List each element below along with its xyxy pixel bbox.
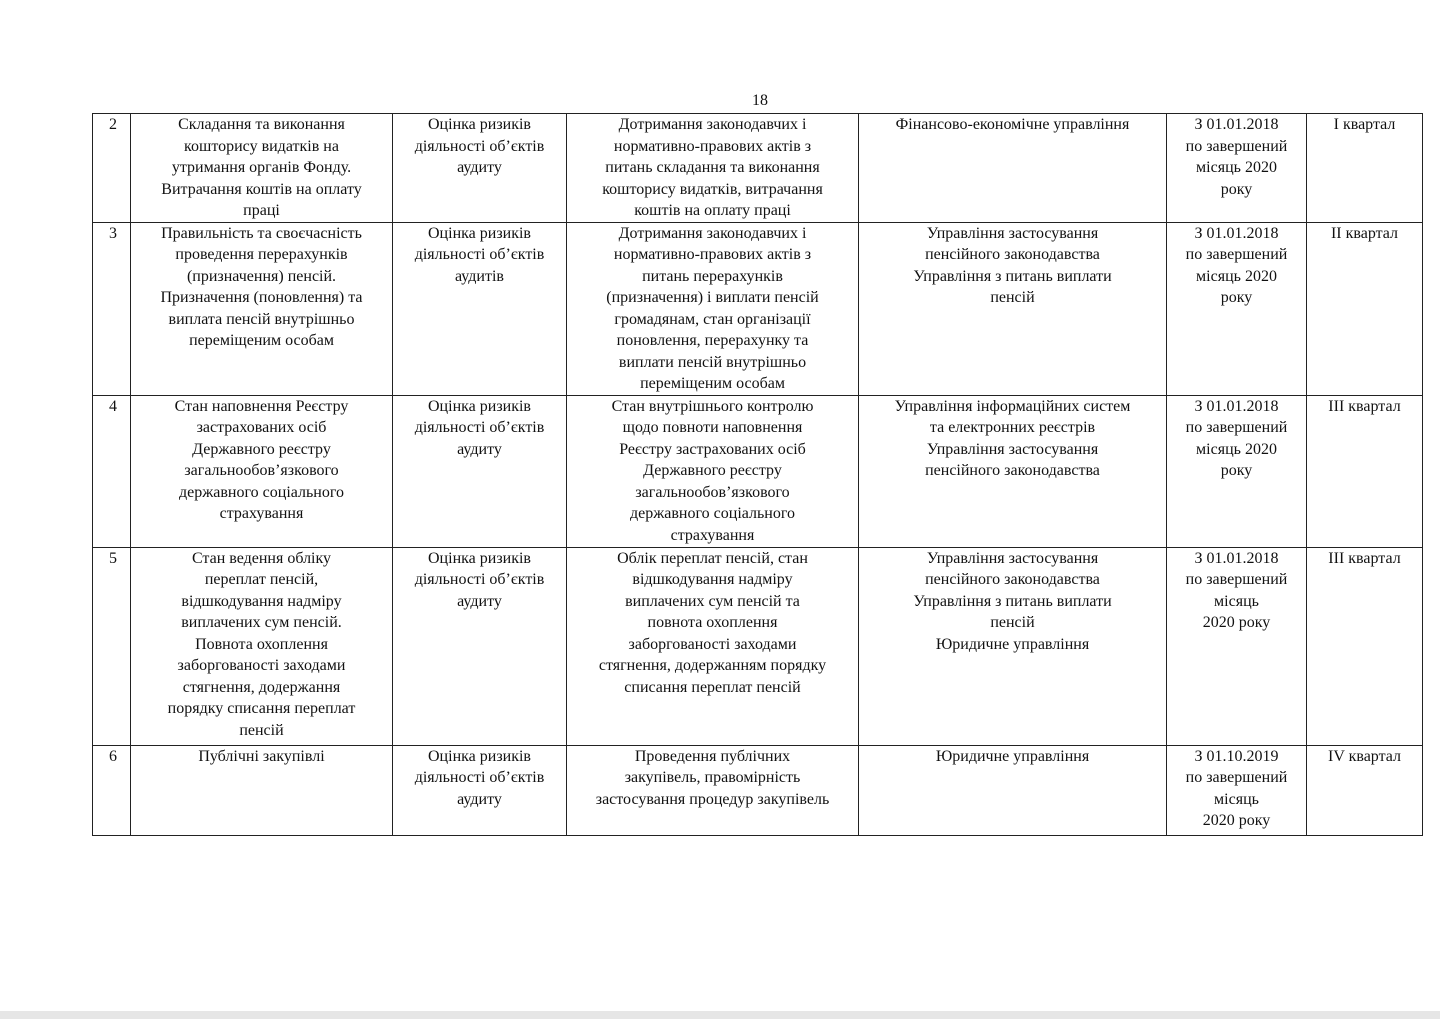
cell-goal-line: загальнообов’язкового [635, 483, 790, 501]
cell-goal-line: коштів на оплату праці [634, 202, 791, 219]
cell-units-line: Управління з питань виплати [913, 592, 1112, 610]
cell-subject-line: Державного реєстру [192, 440, 331, 458]
cell-subject-line: Складання та виконання [178, 116, 345, 133]
cell-subject [131, 395, 393, 547]
cell-term-line: ІІІ квартал [1328, 549, 1401, 567]
cell-period [1167, 114, 1307, 223]
audit-plan-table [92, 113, 1423, 836]
cell-period-line: по завершений [1185, 419, 1288, 436]
cell-basis-line: аудиту [457, 440, 502, 458]
page-number: 18 [752, 92, 768, 109]
cell-subject-line: переміщеним особам [189, 332, 334, 349]
cell-basis-line: Оцінка ризиків [428, 116, 531, 133]
cell-goal-line: Проведення публічних [634, 747, 791, 765]
cell-number: 3 [93, 222, 131, 395]
cell-subject-line: застрахованих осіб [196, 419, 327, 436]
cell-goal-line: громадянам, стан організації [614, 310, 811, 328]
cell-units-line: Управління застосування [926, 440, 1099, 458]
cell-subject [131, 114, 393, 223]
cell-basis-line: діяльності об’єктів [414, 246, 545, 263]
cell-subject-line: Призначення (поновлення) та [160, 289, 363, 306]
cell-period-line: року [1220, 180, 1253, 198]
cell-goal-line: закупівель, правомірність [624, 769, 801, 786]
cell-basis [393, 395, 567, 547]
cell-goal-line: питань складання та виконання [605, 159, 820, 176]
cell-subject-line: відшкодування надміру [181, 592, 342, 610]
cell-period-line: по завершений [1185, 137, 1288, 155]
cell-number: 6 [93, 745, 131, 835]
cell-basis-line: Оцінка ризиків [428, 549, 531, 567]
cell-basis-line: Оцінка ризиків [428, 397, 531, 415]
cell-period-line: З 01.01.2018 [1194, 116, 1279, 133]
cell-subject-line: Стан ведення обліку [191, 549, 332, 567]
cell-goal-line: Дотримання законодавчих і [618, 116, 807, 133]
table-row [93, 547, 1423, 745]
cell-units [859, 114, 1167, 223]
cell-basis [393, 222, 567, 395]
cell-goal-line: застосування процедур закупівель [595, 790, 830, 808]
cell-subject-line: (призначення) пенсій. [186, 267, 337, 285]
cell-goal-line: переміщеним особам [640, 375, 785, 392]
cell-subject-line: виплачених сум пенсій. [181, 614, 342, 631]
cell-term [1307, 547, 1423, 745]
cell-period-line: 2020 року [1202, 614, 1271, 631]
cell-period-line: З 01.01.2018 [1194, 397, 1279, 415]
cell-goal-line: кошторису видатків, витрачання [602, 180, 823, 198]
cell-goal-line: Реєстру застрахованих осіб [619, 440, 806, 458]
cell-subject-line: утримання органів Фонду. [171, 159, 352, 176]
cell-goal-line: Державного реєстру [643, 462, 782, 479]
cell-goal [567, 395, 859, 547]
cell-goal-line: повнота охоплення [647, 614, 778, 631]
table-row [93, 114, 1423, 223]
cell-goal [567, 547, 859, 745]
table-row [93, 745, 1423, 835]
cell-units [859, 547, 1167, 745]
cell-period-line: З 01.01.2018 [1194, 549, 1279, 567]
cell-term-line: ІІ квартал [1330, 224, 1399, 242]
cell-goal-line: заборгованості заходами [628, 635, 797, 653]
cell-subject-line: загальнообов’язкового [184, 462, 339, 479]
cell-period-line: місяць [1214, 790, 1259, 808]
cell-subject-line: заборгованості заходами [177, 657, 346, 674]
cell-period-line: місяць 2020 [1196, 159, 1277, 176]
cell-period-line: місяць 2020 [1196, 267, 1277, 285]
cell-goal-line: нормативно-правових актів з [613, 137, 812, 155]
table-row [93, 395, 1423, 547]
cell-basis-line: аудиту [457, 159, 502, 176]
cell-period-line: року [1220, 462, 1253, 479]
cell-goal-line: (призначення) і виплати пенсій [606, 289, 819, 306]
cell-units-line: пенсійного законодавства [925, 246, 1100, 263]
cell-term-line: ІІІ квартал [1328, 397, 1401, 415]
cell-goal-line: державного соціального [629, 505, 796, 522]
cell-period-line: 2020 року [1202, 812, 1271, 829]
cell-goal-line: виплати пенсій внутрішньо [618, 353, 807, 371]
cell-goal-line: щодо повноти наповнення [622, 419, 803, 436]
cell-goal-line: нормативно-правових актів з [613, 246, 812, 263]
cell-goal-line: Дотримання законодавчих і [618, 224, 807, 242]
scan-bottom-edge [0, 1011, 1440, 1019]
cell-number: 5 [93, 547, 131, 745]
cell-subject [131, 547, 393, 745]
cell-term [1307, 114, 1423, 223]
cell-basis-line: діяльності об’єктів [414, 769, 545, 786]
cell-subject-line: порядку списання переплат [167, 700, 356, 717]
cell-goal-line: страхування [670, 526, 755, 544]
cell-subject-line: Стан наповнення Реєстру [174, 397, 349, 415]
cell-units-line: Управління застосування [926, 224, 1099, 242]
cell-basis-line: Оцінка ризиків [428, 224, 531, 242]
cell-basis-line: діяльності об’єктів [414, 419, 545, 436]
cell-units-line: та електронних реєстрів [929, 419, 1096, 436]
cell-subject-line: Публічні закупівлі [198, 747, 325, 765]
table-row [93, 222, 1423, 395]
cell-basis-line: аудитів [455, 267, 504, 285]
cell-goal-line: поновлення, перерахунку та [616, 332, 809, 349]
cell-units-line: Управління з питань виплати [913, 267, 1112, 285]
cell-basis-line: діяльності об’єктів [414, 137, 545, 155]
cell-basis [393, 114, 567, 223]
cell-goal-line: відшкодування надміру [632, 571, 793, 588]
cell-units-line: Фінансово-економічне управління [895, 116, 1130, 133]
cell-period-line: місяць [1214, 592, 1259, 610]
cell-units-line: пенсійного законодавства [925, 462, 1100, 479]
cell-goal-line: списання переплат пенсій [624, 678, 801, 696]
cell-period [1167, 745, 1307, 835]
cell-number: 2 [93, 114, 131, 223]
cell-subject [131, 745, 393, 835]
cell-period-line: року [1220, 289, 1253, 306]
cell-basis [393, 547, 567, 745]
cell-period-line: З 01.01.2018 [1194, 224, 1279, 242]
cell-goal-line: стягнення, додержанням порядку [598, 657, 827, 674]
cell-subject-line: державного соціального [178, 483, 345, 501]
cell-subject [131, 222, 393, 395]
cell-goal-line: питань перерахунків [642, 267, 783, 285]
cell-term [1307, 395, 1423, 547]
cell-subject-line: страхування [219, 505, 304, 522]
cell-term-line: IV квартал [1327, 747, 1401, 765]
cell-period-line: по завершений [1185, 769, 1288, 786]
cell-period [1167, 222, 1307, 395]
cell-period-line: З 01.10.2019 [1194, 747, 1279, 765]
cell-term [1307, 222, 1423, 395]
cell-period [1167, 395, 1307, 547]
cell-units-line: Юридичне управління [935, 635, 1090, 653]
cell-subject-line: переплат пенсій, [204, 571, 319, 588]
cell-goal [567, 114, 859, 223]
cell-units-line: Управління інформаційних систем [894, 397, 1131, 415]
cell-units [859, 222, 1167, 395]
cell-goal-line: виплачених сум пенсій та [625, 592, 800, 610]
cell-subject-line: виплата пенсій внутрішньо [168, 310, 355, 328]
cell-period-line: по завершений [1185, 571, 1288, 588]
cell-basis-line: Оцінка ризиків [428, 747, 531, 765]
cell-units-line: пенсій [990, 614, 1035, 631]
cell-subject-line: проведення перерахунків [175, 246, 348, 263]
cell-basis-line: діяльності об’єктів [414, 571, 545, 588]
cell-basis-line: аудиту [457, 592, 502, 610]
cell-period-line: місяць 2020 [1196, 440, 1277, 458]
cell-subject-line: Витрачання коштів на оплату [161, 180, 362, 198]
audit-plan-body [93, 114, 1423, 836]
cell-basis-line: аудиту [457, 790, 502, 808]
cell-subject-line: Повнота охоплення [195, 635, 328, 653]
cell-units [859, 395, 1167, 547]
cell-term [1307, 745, 1423, 835]
cell-number: 4 [93, 395, 131, 547]
cell-goal [567, 745, 859, 835]
cell-units [859, 745, 1167, 835]
cell-period [1167, 547, 1307, 745]
cell-goal-line: Облік переплат пенсій, стан [617, 549, 808, 567]
cell-term-line: І квартал [1333, 116, 1396, 133]
cell-subject-line: пенсій [239, 721, 284, 739]
cell-basis [393, 745, 567, 835]
cell-subject-line: кошторису видатків на [184, 137, 339, 155]
cell-subject-line: праці [243, 202, 280, 219]
cell-subject-line: стягнення, додержання [182, 678, 341, 696]
cell-units-line: Управління застосування [926, 549, 1099, 567]
cell-units-line: Юридичне управління [935, 747, 1090, 765]
cell-period-line: по завершений [1185, 246, 1288, 263]
cell-goal-line: Стан внутрішнього контролю [611, 397, 814, 415]
cell-units-line: пенсійного законодавства [925, 571, 1100, 588]
cell-units-line: пенсій [990, 289, 1035, 306]
cell-goal [567, 222, 859, 395]
cell-subject-line: Правильність та своєчасність [161, 224, 362, 242]
